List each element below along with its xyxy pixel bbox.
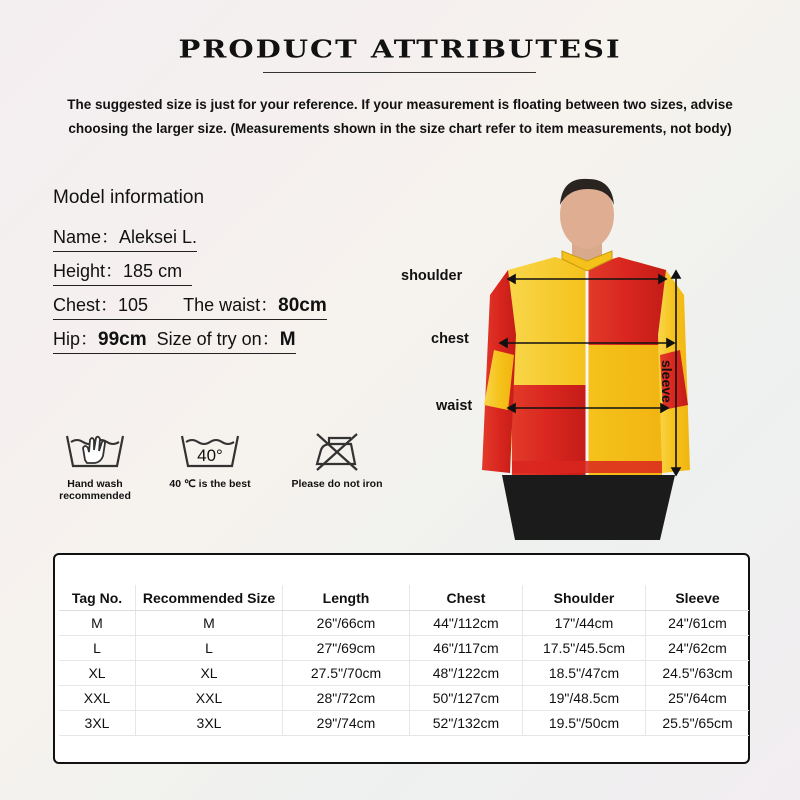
chest-label: chest [431, 331, 469, 347]
model-name-label: Name： [53, 227, 120, 247]
care-no-iron [282, 430, 392, 490]
model-hip-tryon-line [53, 325, 296, 354]
table-row [59, 686, 749, 711]
care-label-no-iron: Please do not iron [291, 478, 383, 490]
cell-sleeve: 24.5"/63cm [646, 661, 750, 686]
model-height-value: 185 cm [123, 261, 183, 281]
wash-temperature: 40° [197, 446, 223, 465]
col-length: Length [283, 585, 410, 611]
page-title: PRODUCT ATTRIBUTESI [178, 34, 622, 64]
cell-sleeve: 24"/61cm [646, 611, 750, 636]
col-chest: Chest [410, 585, 523, 611]
cell-length: 26"/66cm [283, 611, 410, 636]
cell-length: 29"/74cm [283, 711, 410, 736]
size-table [59, 585, 749, 736]
cell-tag: XL [59, 661, 136, 686]
model-height-line [53, 257, 192, 286]
cell-tag: 3XL [59, 711, 136, 736]
cell-chest: 46"/117cm [410, 636, 523, 661]
cell-recommended: XXL [136, 686, 283, 711]
cell-chest: 52"/132cm [410, 711, 523, 736]
cell-sleeve: 25"/64cm [646, 686, 750, 711]
waist-label: waist [436, 398, 473, 414]
cell-chest: 44"/112cm [410, 611, 523, 636]
title-underline [263, 72, 536, 73]
table-row [59, 711, 749, 736]
col-shoulder: Shoulder [523, 585, 646, 611]
model-tryon-label: Size of try on： [156, 329, 280, 349]
cell-tag: M [59, 611, 136, 636]
care-hand-wash [40, 430, 150, 502]
size-chart [53, 553, 750, 764]
cell-tag: L [59, 636, 136, 661]
cell-recommended: 3XL [136, 711, 283, 736]
model-hip-label: Hip： [53, 329, 99, 349]
cell-shoulder: 18.5"/47cm [523, 661, 646, 686]
cell-tag: XXL [59, 686, 136, 711]
cell-recommended: M [136, 611, 283, 636]
model-name-line [53, 223, 197, 252]
cell-length: 28"/72cm [283, 686, 410, 711]
size-notice: The suggested size is just for your reference. If your measurement is floating between two sizes, advise choosing the larger size. (Measurements shown in the size chart refer to item measurements, not body) [67, 97, 733, 136]
col-sleeve: Sleeve [646, 585, 750, 611]
table-row [59, 636, 749, 661]
no-iron-icon [307, 430, 367, 472]
cell-length: 27"/69cm [283, 636, 410, 661]
col-recommended: Recommended Size [136, 585, 283, 611]
care-wash-40 [155, 430, 265, 490]
model-hip-value: 99cm [98, 329, 147, 350]
cell-shoulder: 19.5"/50cm [523, 711, 646, 736]
cell-shoulder: 17"/44cm [523, 611, 646, 636]
model-chest-waist-line [53, 291, 327, 320]
cell-chest: 50"/127cm [410, 686, 523, 711]
table-header-row [59, 585, 749, 611]
cell-recommended: L [136, 636, 283, 661]
model-waist-value: 80cm [278, 295, 327, 316]
model-waist-label: The waist： [183, 295, 279, 315]
table-row [59, 661, 749, 686]
sleeve-label: sleeve [659, 360, 675, 403]
cell-length: 27.5"/70cm [283, 661, 410, 686]
cell-sleeve: 24"/62cm [646, 636, 750, 661]
model-tryon-value: M [279, 329, 296, 350]
model-height-label: Height： [53, 261, 124, 281]
care-label-hand-wash: Hand wash recommended [59, 478, 131, 502]
hand-wash-icon [65, 430, 125, 472]
shoulder-label: shoulder [401, 268, 463, 284]
model-photo [390, 175, 720, 540]
col-tag: Tag No. [59, 585, 136, 611]
cell-shoulder: 17.5"/45.5cm [523, 636, 646, 661]
model-chest-value: 105 [118, 295, 149, 315]
model-name-value: Aleksei L. [119, 227, 198, 247]
table-row [59, 611, 749, 636]
model-chest-label: Chest： [53, 295, 119, 315]
model-info-heading: Model information [53, 187, 205, 208]
cell-shoulder: 19"/48.5cm [523, 686, 646, 711]
cell-chest: 48"/122cm [410, 661, 523, 686]
care-label-wash-40: 40 ℃ is the best [169, 478, 251, 490]
cell-sleeve: 25.5"/65cm [646, 711, 750, 736]
cell-recommended: XL [136, 661, 283, 686]
